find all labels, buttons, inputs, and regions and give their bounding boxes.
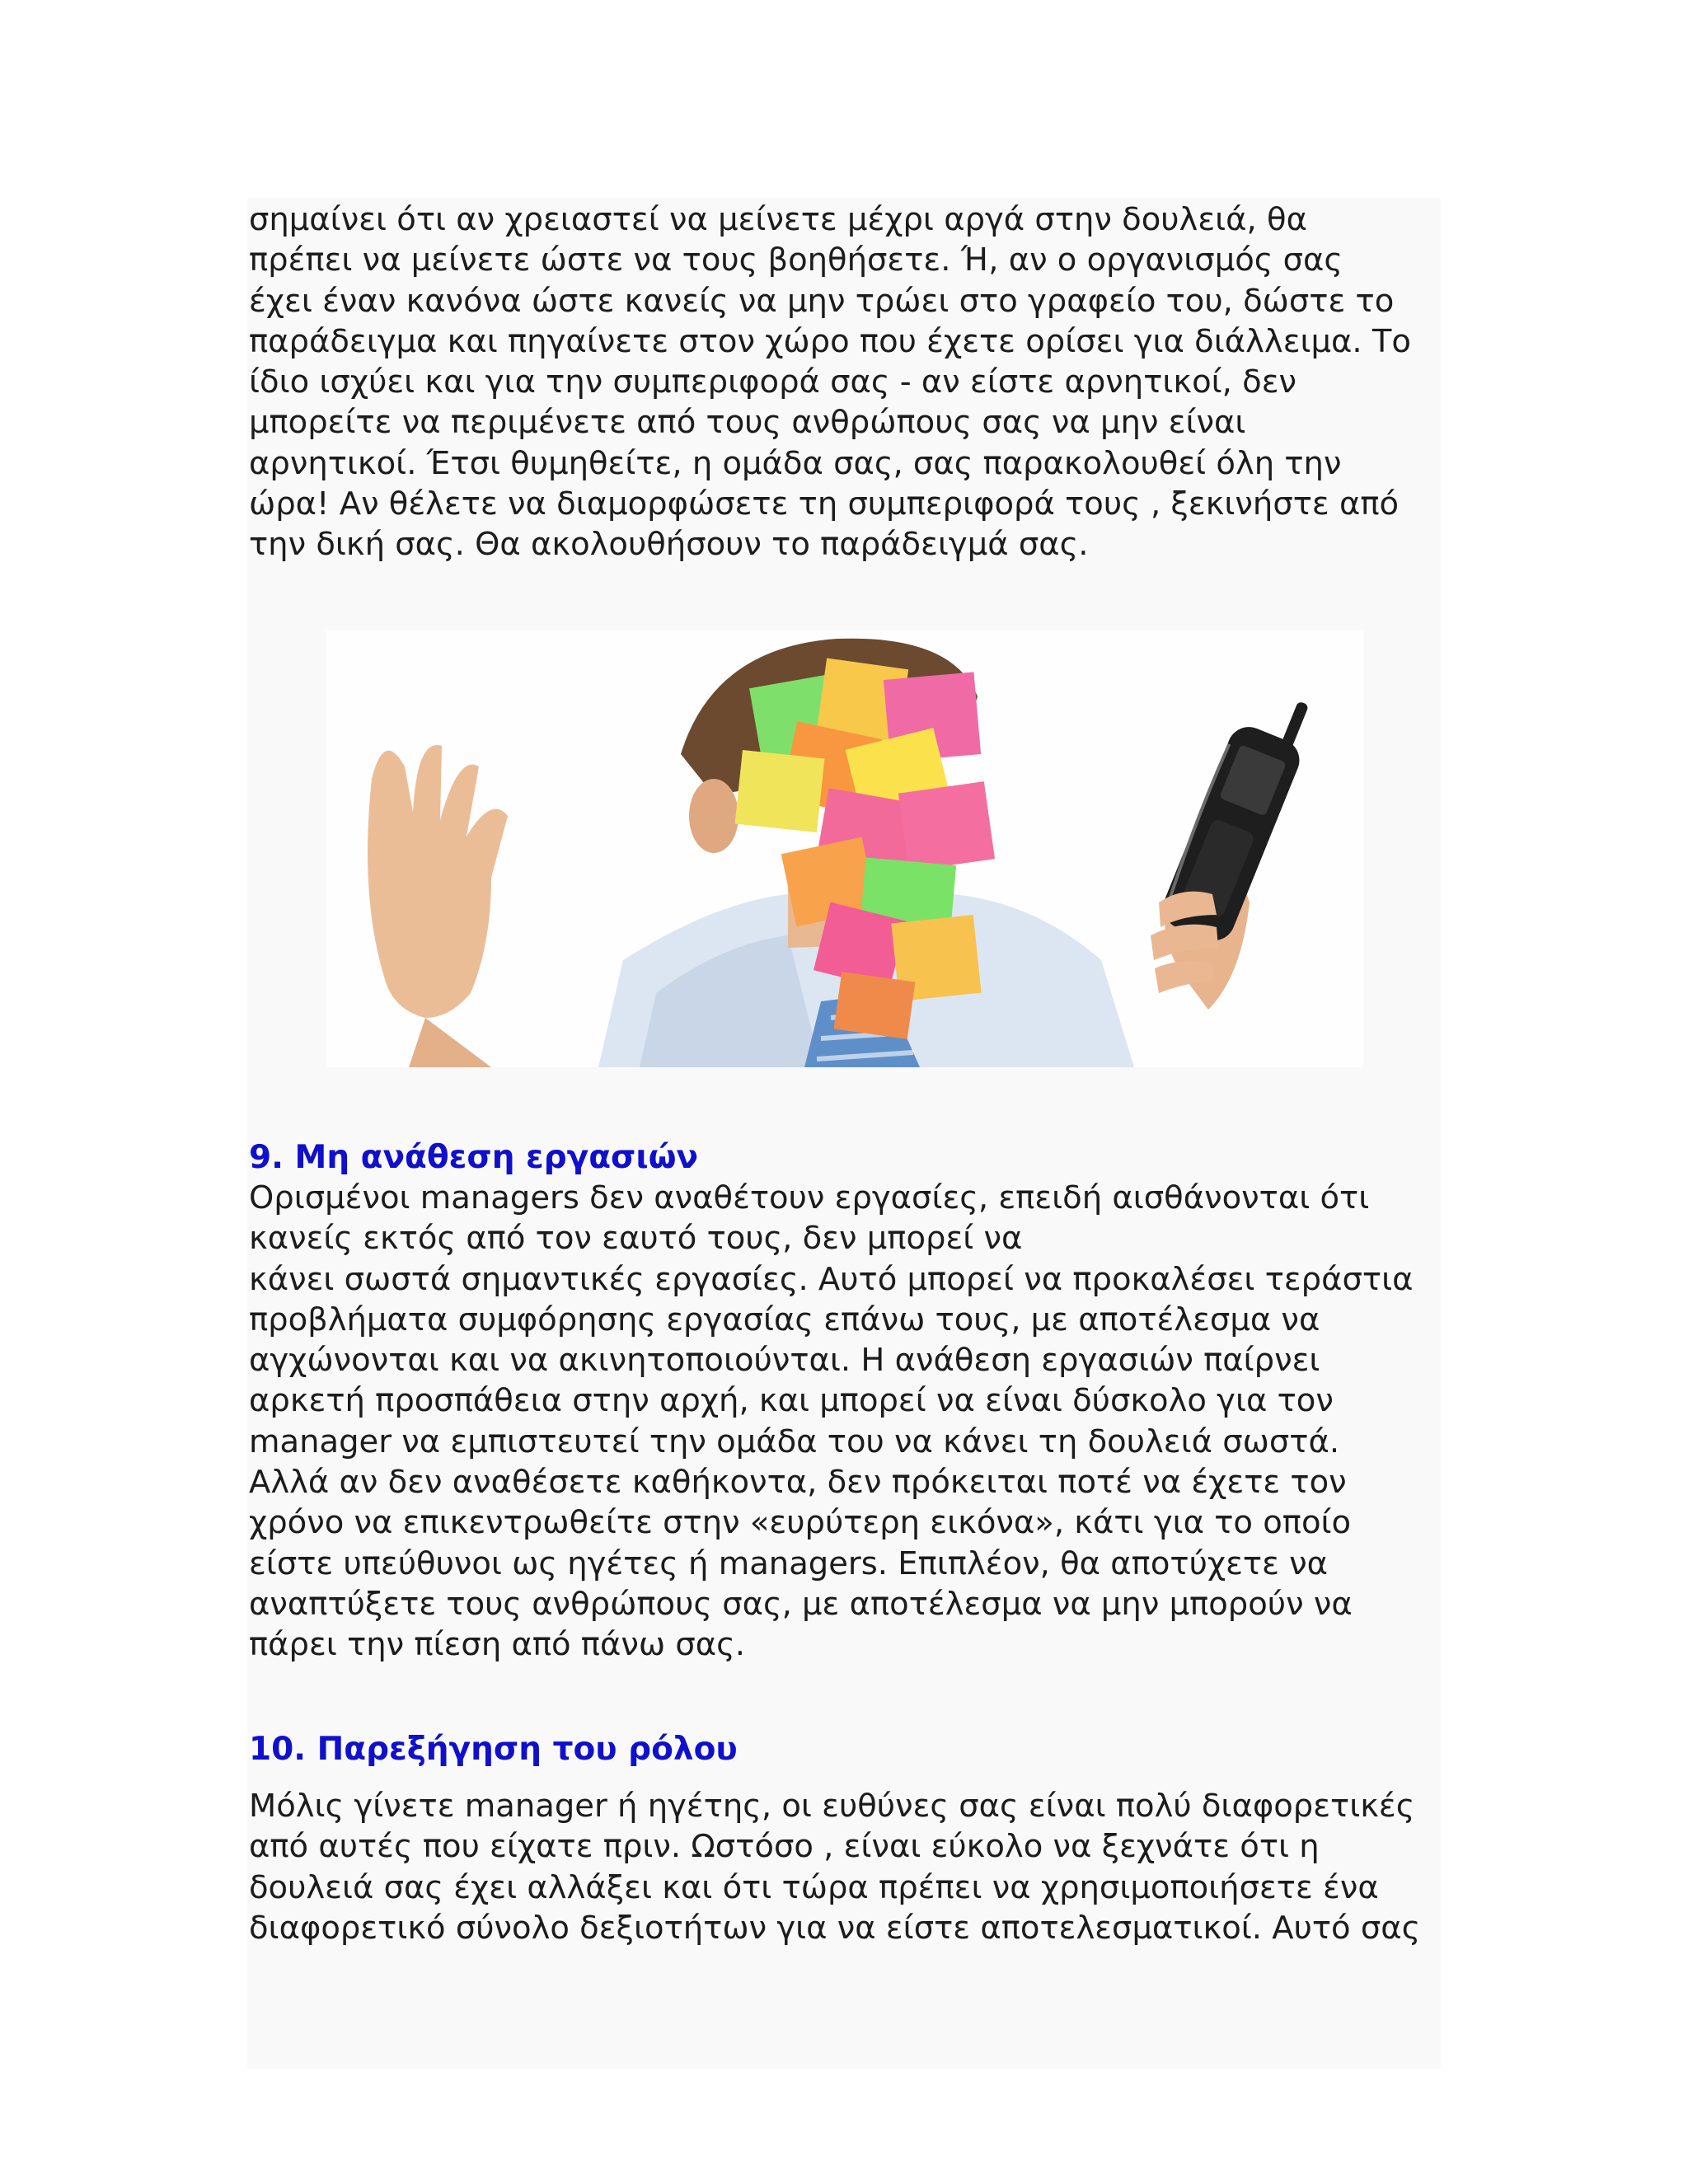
text-line: προβλήματα συμφόρησης εργασίας επάνω τους, με αποτέλεσμα να xyxy=(249,1301,1320,1338)
text-line: παράδειγμα και πηγαίνετε στον χώρο που έχετε ορίσει για διάλλειμα. Το xyxy=(249,322,1411,360)
text-line: αρκετή προσπάθεια στην αρχή, και μπορεί να είναι δύσκολο για τον xyxy=(249,1382,1334,1420)
text-line: ώρα! Αν θέλετε να διαμορφώσετε τη συμπεριφορά τους , ξεκινήστε από xyxy=(249,485,1400,523)
text-line: κάνει σωστά σημαντικές εργασίες. Αυτό μπορεί να προκαλέσει τεράστια xyxy=(249,1260,1414,1298)
text-line: έχει έναν κανόνα ώστε κανείς να μην τρώει στο γραφείο του, δώστε το xyxy=(249,282,1395,320)
text-line: κανείς εκτός από τον εαυτό τους, δεν μπορεί να xyxy=(249,1220,1023,1258)
text-line: αγχώνονται και να ακινητοποιούνται. Η ανάθεση εργασιών παίρνει xyxy=(249,1342,1320,1380)
text-line: αρνητικοί. Έτσι θυμηθείτε, η ομάδα σας, σας παρακολουθεί όλη την xyxy=(249,444,1342,482)
text-line: από αυτές που είχατε πριν. Ωστόσο , είναι εύκολο να ξεχνάτε ότι η xyxy=(249,1828,1320,1866)
text-line: ίδιο ισχύει και για την συμπεριφορά σας - αν είστε αρνητικοί, δεν xyxy=(249,363,1297,401)
section-heading-10: 10. Παρεξήγηση του ρόλου xyxy=(249,1731,738,1768)
text-line: πάρει την πίεση από πάνω σας. xyxy=(249,1626,745,1664)
text-line: μπορείτε να περιμένετε από τους ανθρώπους σας να μην είναι xyxy=(249,404,1246,442)
text-line: Μόλις γίνετε manager ή ηγέτης, οι ευθύνες σας είναι πολύ διαφορετικές xyxy=(249,1788,1415,1825)
text-line: σημαίνει ότι αν χρειαστεί να μείνετε μέχρι αργά στην δουλειά, θα xyxy=(249,201,1307,238)
text-line: Αλλά αν δεν αναθέσετε καθήκοντα, δεν πρόκειται ποτέ να έχετε τον xyxy=(249,1464,1347,1502)
text-line: την δική σας. Θα ακολουθήσουν το παράδειγμά σας. xyxy=(249,526,1089,564)
text-line: manager να εμπιστευτεί την ομάδα του να κάνει τη δουλειά σωστά. xyxy=(249,1422,1340,1460)
illustration-photo-sticky-notes xyxy=(326,630,1363,1067)
text-line: πρέπει να μείνετε ώστε να τους βοηθήσετε. Ή, αν ο οργανισμός σας xyxy=(249,241,1343,279)
text-line: χρόνο να επικεντρωθείτε στην «ευρύτερη εικόνα», κάτι για το οποίο xyxy=(249,1504,1352,1542)
paragraph-section-10 xyxy=(249,1786,1446,1948)
text-line: αναπτύξετε τους ανθρώπους σας, με αποτέλεσμα να μην μπορούν να xyxy=(249,1585,1353,1623)
text-line: είστε υπεύθυνοι ως ηγέτες ή managers. Επιπλέον, θα αποτύχετε να xyxy=(249,1544,1329,1582)
paragraph-intro xyxy=(249,199,1446,565)
text-line: διαφορετικό σύνολο δεξιοτήτων για να είστε αποτελεσματικοί. Αυτό σας xyxy=(249,1909,1421,1947)
section-heading-9: 9. Μη ανάθεση εργασιών xyxy=(249,1139,699,1176)
paragraph-section-9 xyxy=(249,1178,1446,1666)
text-line: Ορισμένοι managers δεν αναθέτουν εργασίες, επειδή αισθάνονται ότι xyxy=(249,1179,1370,1216)
text-line: δουλειά σας έχει αλλάξει και ότι τώρα πρέπει να χρησιμοποιήσετε ένα xyxy=(249,1868,1379,1906)
